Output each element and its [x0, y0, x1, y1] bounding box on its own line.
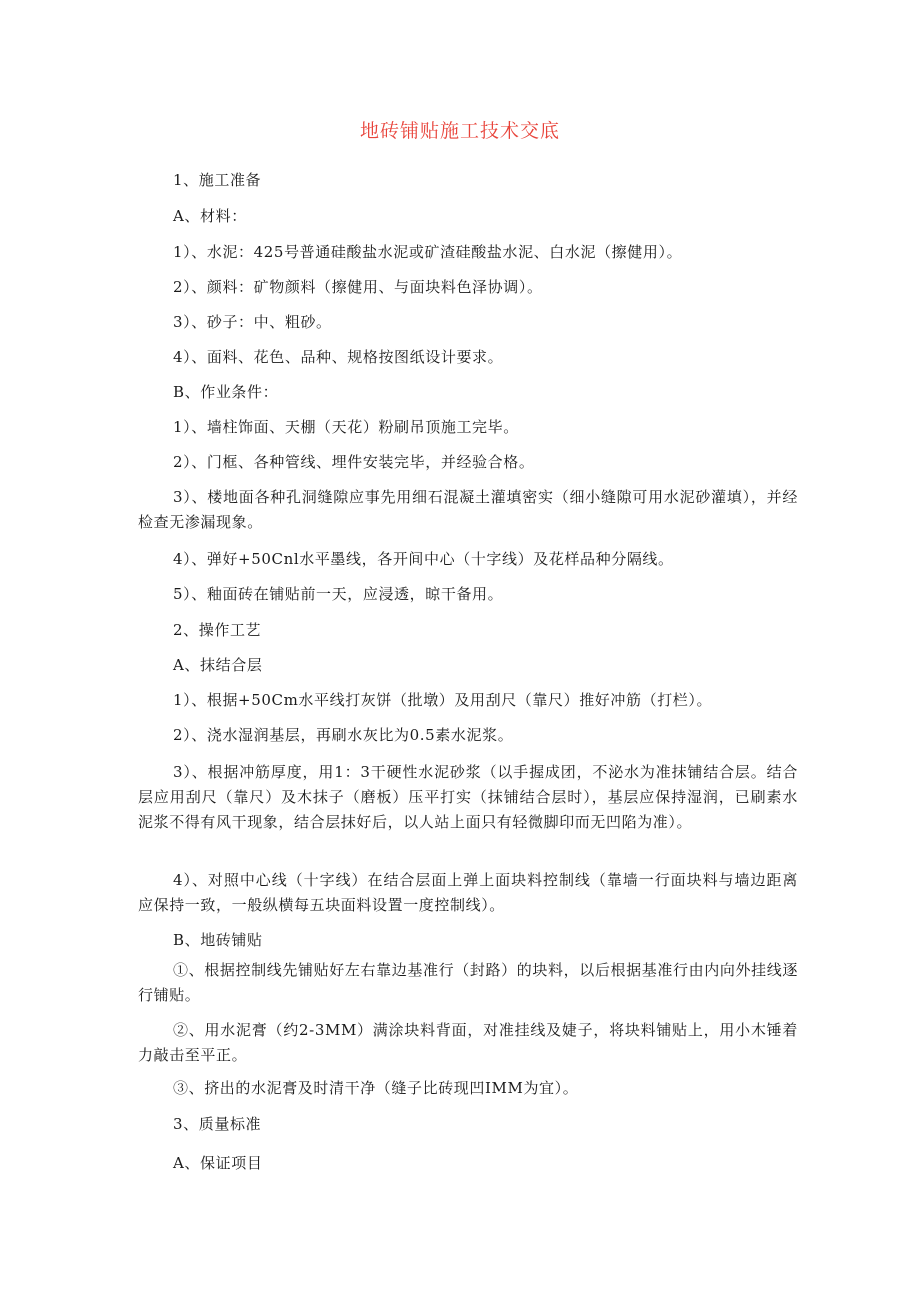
step-grade-screed: 1）、根据+50Cm水平线打灰饼（批墩）及用刮尺（靠尺）推好冲筋（打栏）。 [173, 691, 713, 709]
material-sand: 3）、砂子：中、粗砂。 [173, 313, 332, 331]
heading-operation-process: 2、操作工艺 [173, 621, 262, 639]
material-cement: 1）、水泥：425号普通硅酸盐水泥或矿渣硅酸盐水泥、白水泥（擦健用）。 [173, 243, 683, 261]
subheading-tile-laying: B、地砖铺贴 [173, 931, 263, 949]
laying-cement-paste: ②、用水泥膏（约2-3MM）满涂块料背面，对准挂线及婕子，将块料铺贴上，用小木锤着力敲击至平正。 [138, 1021, 798, 1064]
subheading-materials: A、材料： [173, 207, 247, 225]
material-pigment: 2）、颜料：矿物颜料（擦健用、与面块料色泽协调）。 [173, 278, 543, 296]
condition-holes: 3）、楼地面各种孔洞缝隙应事先用细石混凝土灌填密实（细小缝隙可用水泥砂灌填），并经检查无渗漏现象。 [138, 488, 798, 531]
heading-quality-standard: 3、质量标准 [173, 1115, 262, 1133]
laying-cleanup: ③、挤出的水泥膏及时清干净（缝子比砖现凹IMM为宜）。 [173, 1079, 579, 1097]
condition-ceiling: 1）、墙柱饰面、天棚（天花）粉刷吊顶施工完毕。 [173, 418, 519, 436]
condition-frames: 2）、门框、各种管线、埋件安装完毕，并经验合格。 [173, 453, 535, 471]
step-wet-base: 2）、浇水湿润基层，再刷水灰比为0.5素水泥浆。 [173, 726, 514, 744]
subheading-work-conditions: B、作业条件： [173, 383, 279, 401]
laying-reference-rows: ①、根据控制线先铺贴好左右靠边基准行（封路）的块料，以后根据基准行由内向外挂线逐行铺贴。 [138, 961, 798, 1004]
subheading-bonding-layer: A、抹结合层 [173, 656, 263, 674]
step-mortar-layer: 3）、根据冲筋厚度，用1：3干硬性水泥砂浆（以手握成团，不泌水为准抹铺结合层。结合层应用刮尺（靠尺）及木抹子（磨板）压平打实（抹铺结合层时），基层应保持湿润，已刷素水泥浆不得有风干现象，结合层抹好后，以人站上面只有轻微脚印而无凹陷为准）。 [138, 763, 798, 831]
step-control-lines: 4）、对照中心线（十字线）在结合层面上弹上面块料控制线（靠墙一行面块料与墙边距离应保持一致，一般纵横每五块面料设置一度控制线）。 [138, 871, 798, 914]
condition-level-line: 4）、弹好+50Cnl水平墨线，各开间中心（十字线）及花样品种分隔线。 [173, 550, 674, 568]
document-title: 地砖铺贴施工技术交底 [359, 120, 560, 142]
subheading-guarantee-items: A、保证项目 [173, 1154, 263, 1172]
material-facing: 4）、面料、花色、品种、规格按图纸设计要求。 [173, 348, 504, 366]
condition-soak-tiles: 5）、釉面砖在铺贴前一天，应浸透，晾干备用。 [173, 585, 504, 603]
heading-construction-prep: 1、施工准备 [173, 171, 262, 189]
